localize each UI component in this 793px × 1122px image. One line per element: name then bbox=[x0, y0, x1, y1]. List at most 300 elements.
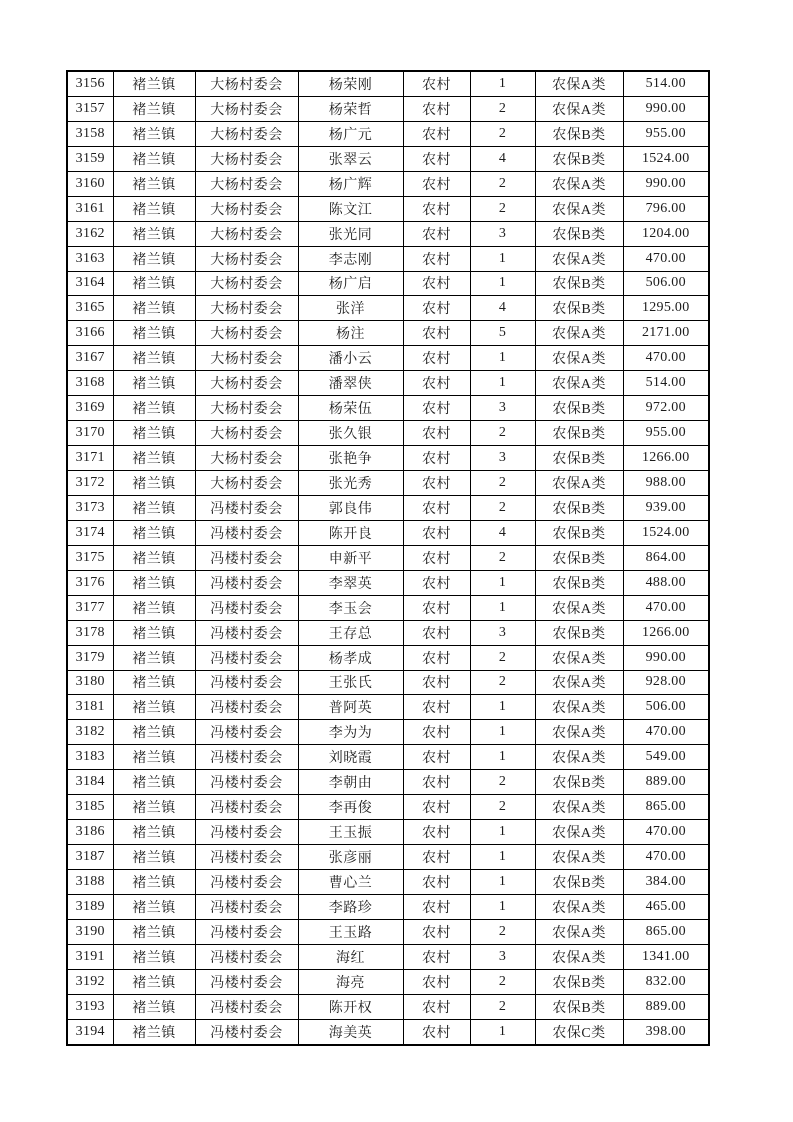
cell-amount: 939.00 bbox=[623, 495, 709, 520]
cell-residence: 农村 bbox=[403, 570, 470, 595]
cell-id: 3162 bbox=[67, 221, 113, 246]
cell-amount: 990.00 bbox=[623, 171, 709, 196]
cell-amount: 506.00 bbox=[623, 271, 709, 296]
cell-category: 农保A类 bbox=[535, 346, 623, 371]
cell-category: 农保A类 bbox=[535, 670, 623, 695]
cell-town: 褚兰镇 bbox=[113, 695, 195, 720]
cell-category: 农保A类 bbox=[535, 471, 623, 496]
cell-count: 2 bbox=[470, 96, 535, 121]
cell-village: 冯楼村委会 bbox=[195, 595, 298, 620]
cell-category: 农保A类 bbox=[535, 720, 623, 745]
cell-category: 农保A类 bbox=[535, 71, 623, 96]
cell-village: 大杨村委会 bbox=[195, 421, 298, 446]
cell-town: 褚兰镇 bbox=[113, 146, 195, 171]
cell-category: 农保B类 bbox=[535, 271, 623, 296]
table-row bbox=[67, 820, 709, 845]
cell-town: 褚兰镇 bbox=[113, 845, 195, 870]
cell-amount: 1524.00 bbox=[623, 520, 709, 545]
cell-name: 郭良伟 bbox=[298, 495, 403, 520]
cell-count: 2 bbox=[470, 545, 535, 570]
cell-town: 褚兰镇 bbox=[113, 371, 195, 396]
table-row bbox=[67, 520, 709, 545]
table-row bbox=[67, 595, 709, 620]
cell-residence: 农村 bbox=[403, 645, 470, 670]
cell-id: 3193 bbox=[67, 994, 113, 1019]
cell-town: 褚兰镇 bbox=[113, 121, 195, 146]
cell-name: 张光同 bbox=[298, 221, 403, 246]
cell-town: 褚兰镇 bbox=[113, 271, 195, 296]
cell-amount: 1524.00 bbox=[623, 146, 709, 171]
cell-name: 陈开权 bbox=[298, 994, 403, 1019]
payment-records-table bbox=[66, 70, 710, 1046]
cell-count: 3 bbox=[470, 620, 535, 645]
cell-name: 王存总 bbox=[298, 620, 403, 645]
cell-town: 褚兰镇 bbox=[113, 770, 195, 795]
cell-residence: 农村 bbox=[403, 446, 470, 471]
cell-id: 3175 bbox=[67, 545, 113, 570]
cell-amount: 506.00 bbox=[623, 695, 709, 720]
cell-count: 4 bbox=[470, 146, 535, 171]
cell-id: 3159 bbox=[67, 146, 113, 171]
cell-count: 2 bbox=[470, 795, 535, 820]
cell-village: 冯楼村委会 bbox=[195, 969, 298, 994]
cell-residence: 农村 bbox=[403, 121, 470, 146]
table-row bbox=[67, 770, 709, 795]
cell-id: 3168 bbox=[67, 371, 113, 396]
cell-village: 冯楼村委会 bbox=[195, 870, 298, 895]
cell-amount: 470.00 bbox=[623, 346, 709, 371]
cell-amount: 864.00 bbox=[623, 545, 709, 570]
cell-amount: 470.00 bbox=[623, 246, 709, 271]
table-row bbox=[67, 545, 709, 570]
table-row bbox=[67, 969, 709, 994]
table-row bbox=[67, 71, 709, 96]
cell-village: 冯楼村委会 bbox=[195, 795, 298, 820]
cell-count: 2 bbox=[470, 670, 535, 695]
cell-name: 张洋 bbox=[298, 296, 403, 321]
cell-name: 杨广启 bbox=[298, 271, 403, 296]
cell-amount: 1295.00 bbox=[623, 296, 709, 321]
cell-village: 冯楼村委会 bbox=[195, 495, 298, 520]
cell-amount: 955.00 bbox=[623, 421, 709, 446]
cell-town: 褚兰镇 bbox=[113, 820, 195, 845]
table-row bbox=[67, 346, 709, 371]
cell-village: 大杨村委会 bbox=[195, 271, 298, 296]
cell-name: 陈文江 bbox=[298, 196, 403, 221]
cell-count: 1 bbox=[470, 246, 535, 271]
cell-village: 大杨村委会 bbox=[195, 196, 298, 221]
cell-category: 农保B类 bbox=[535, 221, 623, 246]
cell-id: 3179 bbox=[67, 645, 113, 670]
table-row bbox=[67, 296, 709, 321]
cell-village: 冯楼村委会 bbox=[195, 745, 298, 770]
cell-id: 3189 bbox=[67, 894, 113, 919]
cell-amount: 398.00 bbox=[623, 1019, 709, 1044]
cell-name: 李朝由 bbox=[298, 770, 403, 795]
cell-town: 褚兰镇 bbox=[113, 545, 195, 570]
cell-category: 农保A类 bbox=[535, 745, 623, 770]
cell-name: 潘翠侠 bbox=[298, 371, 403, 396]
cell-village: 冯楼村委会 bbox=[195, 620, 298, 645]
cell-id: 3174 bbox=[67, 520, 113, 545]
cell-id: 3182 bbox=[67, 720, 113, 745]
cell-id: 3190 bbox=[67, 919, 113, 944]
cell-village: 冯楼村委会 bbox=[195, 520, 298, 545]
cell-category: 农保A类 bbox=[535, 944, 623, 969]
cell-id: 3191 bbox=[67, 944, 113, 969]
cell-town: 褚兰镇 bbox=[113, 645, 195, 670]
cell-residence: 农村 bbox=[403, 271, 470, 296]
cell-category: 农保B类 bbox=[535, 121, 623, 146]
cell-category: 农保A类 bbox=[535, 820, 623, 845]
table-row bbox=[67, 471, 709, 496]
cell-town: 褚兰镇 bbox=[113, 620, 195, 645]
cell-count: 2 bbox=[470, 121, 535, 146]
cell-town: 褚兰镇 bbox=[113, 321, 195, 346]
cell-category: 农保B类 bbox=[535, 446, 623, 471]
cell-count: 2 bbox=[470, 770, 535, 795]
cell-count: 1 bbox=[470, 745, 535, 770]
cell-name: 李志刚 bbox=[298, 246, 403, 271]
cell-id: 3158 bbox=[67, 121, 113, 146]
cell-residence: 农村 bbox=[403, 71, 470, 96]
cell-village: 大杨村委会 bbox=[195, 321, 298, 346]
cell-category: 农保B类 bbox=[535, 620, 623, 645]
cell-town: 褚兰镇 bbox=[113, 296, 195, 321]
cell-count: 1 bbox=[470, 595, 535, 620]
cell-name: 张久银 bbox=[298, 421, 403, 446]
cell-residence: 农村 bbox=[403, 396, 470, 421]
cell-town: 褚兰镇 bbox=[113, 570, 195, 595]
cell-town: 褚兰镇 bbox=[113, 994, 195, 1019]
cell-name: 王张氏 bbox=[298, 670, 403, 695]
cell-village: 冯楼村委会 bbox=[195, 944, 298, 969]
cell-id: 3181 bbox=[67, 695, 113, 720]
cell-id: 3156 bbox=[67, 71, 113, 96]
cell-id: 3188 bbox=[67, 870, 113, 895]
table-row bbox=[67, 570, 709, 595]
cell-residence: 农村 bbox=[403, 969, 470, 994]
cell-village: 冯楼村委会 bbox=[195, 820, 298, 845]
table-row bbox=[67, 221, 709, 246]
cell-town: 褚兰镇 bbox=[113, 870, 195, 895]
table-row bbox=[67, 196, 709, 221]
cell-category: 农保B类 bbox=[535, 770, 623, 795]
cell-town: 褚兰镇 bbox=[113, 1019, 195, 1044]
table-row bbox=[67, 146, 709, 171]
cell-category: 农保A类 bbox=[535, 695, 623, 720]
cell-count: 3 bbox=[470, 396, 535, 421]
cell-residence: 农村 bbox=[403, 870, 470, 895]
cell-category: 农保A类 bbox=[535, 845, 623, 870]
cell-amount: 865.00 bbox=[623, 795, 709, 820]
cell-name: 李玉会 bbox=[298, 595, 403, 620]
cell-category: 农保B类 bbox=[535, 421, 623, 446]
cell-village: 大杨村委会 bbox=[195, 71, 298, 96]
cell-id: 3187 bbox=[67, 845, 113, 870]
cell-name: 张彦丽 bbox=[298, 845, 403, 870]
cell-name: 张翠云 bbox=[298, 146, 403, 171]
cell-village: 大杨村委会 bbox=[195, 146, 298, 171]
cell-id: 3180 bbox=[67, 670, 113, 695]
cell-count: 1 bbox=[470, 870, 535, 895]
table-row bbox=[67, 795, 709, 820]
cell-village: 大杨村委会 bbox=[195, 471, 298, 496]
cell-name: 张光秀 bbox=[298, 471, 403, 496]
table-row bbox=[67, 994, 709, 1019]
cell-residence: 农村 bbox=[403, 321, 470, 346]
cell-amount: 470.00 bbox=[623, 845, 709, 870]
cell-category: 农保B类 bbox=[535, 520, 623, 545]
cell-amount: 972.00 bbox=[623, 396, 709, 421]
cell-category: 农保B类 bbox=[535, 146, 623, 171]
cell-id: 3192 bbox=[67, 969, 113, 994]
cell-id: 3160 bbox=[67, 171, 113, 196]
cell-name: 杨广元 bbox=[298, 121, 403, 146]
cell-amount: 1341.00 bbox=[623, 944, 709, 969]
cell-town: 褚兰镇 bbox=[113, 670, 195, 695]
cell-id: 3185 bbox=[67, 795, 113, 820]
cell-category: 农保B类 bbox=[535, 396, 623, 421]
cell-town: 褚兰镇 bbox=[113, 196, 195, 221]
cell-residence: 农村 bbox=[403, 96, 470, 121]
cell-id: 3161 bbox=[67, 196, 113, 221]
cell-residence: 农村 bbox=[403, 246, 470, 271]
cell-village: 大杨村委会 bbox=[195, 121, 298, 146]
cell-amount: 1204.00 bbox=[623, 221, 709, 246]
cell-amount: 928.00 bbox=[623, 670, 709, 695]
cell-village: 冯楼村委会 bbox=[195, 845, 298, 870]
cell-id: 3186 bbox=[67, 820, 113, 845]
cell-category: 农保A类 bbox=[535, 321, 623, 346]
cell-town: 褚兰镇 bbox=[113, 944, 195, 969]
cell-town: 褚兰镇 bbox=[113, 795, 195, 820]
cell-amount: 488.00 bbox=[623, 570, 709, 595]
cell-category: 农保A类 bbox=[535, 246, 623, 271]
cell-id: 3165 bbox=[67, 296, 113, 321]
cell-town: 褚兰镇 bbox=[113, 495, 195, 520]
cell-category: 农保C类 bbox=[535, 1019, 623, 1044]
cell-name: 杨荣伍 bbox=[298, 396, 403, 421]
cell-name: 李再俊 bbox=[298, 795, 403, 820]
cell-category: 农保B类 bbox=[535, 969, 623, 994]
table-row bbox=[67, 670, 709, 695]
cell-amount: 889.00 bbox=[623, 770, 709, 795]
table-row bbox=[67, 446, 709, 471]
cell-name: 海亮 bbox=[298, 969, 403, 994]
cell-name: 陈开良 bbox=[298, 520, 403, 545]
table-row bbox=[67, 620, 709, 645]
cell-count: 2 bbox=[470, 421, 535, 446]
cell-id: 3173 bbox=[67, 495, 113, 520]
cell-village: 大杨村委会 bbox=[195, 96, 298, 121]
cell-count: 1 bbox=[470, 71, 535, 96]
table-row bbox=[67, 720, 709, 745]
cell-town: 褚兰镇 bbox=[113, 171, 195, 196]
cell-count: 2 bbox=[470, 994, 535, 1019]
cell-count: 1 bbox=[470, 720, 535, 745]
cell-count: 3 bbox=[470, 221, 535, 246]
cell-amount: 988.00 bbox=[623, 471, 709, 496]
cell-name: 普阿英 bbox=[298, 695, 403, 720]
cell-category: 农保B类 bbox=[535, 994, 623, 1019]
cell-count: 3 bbox=[470, 446, 535, 471]
cell-residence: 农村 bbox=[403, 196, 470, 221]
cell-id: 3157 bbox=[67, 96, 113, 121]
cell-town: 褚兰镇 bbox=[113, 446, 195, 471]
cell-town: 褚兰镇 bbox=[113, 71, 195, 96]
cell-village: 冯楼村委会 bbox=[195, 894, 298, 919]
cell-village: 大杨村委会 bbox=[195, 446, 298, 471]
table-row bbox=[67, 371, 709, 396]
cell-residence: 农村 bbox=[403, 695, 470, 720]
cell-residence: 农村 bbox=[403, 495, 470, 520]
cell-count: 1 bbox=[470, 845, 535, 870]
cell-village: 大杨村委会 bbox=[195, 221, 298, 246]
cell-town: 褚兰镇 bbox=[113, 595, 195, 620]
cell-count: 1 bbox=[470, 570, 535, 595]
table-row bbox=[67, 944, 709, 969]
cell-count: 4 bbox=[470, 520, 535, 545]
cell-town: 褚兰镇 bbox=[113, 969, 195, 994]
cell-category: 农保A类 bbox=[535, 196, 623, 221]
cell-residence: 农村 bbox=[403, 371, 470, 396]
cell-id: 3170 bbox=[67, 421, 113, 446]
cell-residence: 农村 bbox=[403, 770, 470, 795]
table-row bbox=[67, 870, 709, 895]
table-row bbox=[67, 121, 709, 146]
cell-category: 农保A类 bbox=[535, 645, 623, 670]
cell-id: 3184 bbox=[67, 770, 113, 795]
cell-town: 褚兰镇 bbox=[113, 96, 195, 121]
cell-residence: 农村 bbox=[403, 421, 470, 446]
cell-residence: 农村 bbox=[403, 745, 470, 770]
cell-residence: 农村 bbox=[403, 545, 470, 570]
table-row bbox=[67, 396, 709, 421]
cell-residence: 农村 bbox=[403, 346, 470, 371]
cell-count: 1 bbox=[470, 371, 535, 396]
cell-id: 3176 bbox=[67, 570, 113, 595]
cell-category: 农保A类 bbox=[535, 919, 623, 944]
cell-count: 1 bbox=[470, 271, 535, 296]
table-row bbox=[67, 1019, 709, 1044]
cell-amount: 889.00 bbox=[623, 994, 709, 1019]
cell-name: 刘晓霞 bbox=[298, 745, 403, 770]
cell-residence: 农村 bbox=[403, 221, 470, 246]
cell-village: 冯楼村委会 bbox=[195, 919, 298, 944]
cell-amount: 990.00 bbox=[623, 645, 709, 670]
cell-town: 褚兰镇 bbox=[113, 221, 195, 246]
cell-name: 王玉路 bbox=[298, 919, 403, 944]
cell-category: 农保B类 bbox=[535, 570, 623, 595]
cell-amount: 990.00 bbox=[623, 96, 709, 121]
cell-id: 3177 bbox=[67, 595, 113, 620]
table-row bbox=[67, 845, 709, 870]
cell-amount: 514.00 bbox=[623, 71, 709, 96]
cell-amount: 465.00 bbox=[623, 894, 709, 919]
cell-village: 大杨村委会 bbox=[195, 396, 298, 421]
cell-residence: 农村 bbox=[403, 720, 470, 745]
table-row bbox=[67, 171, 709, 196]
cell-residence: 农村 bbox=[403, 1019, 470, 1044]
cell-id: 3194 bbox=[67, 1019, 113, 1044]
cell-village: 大杨村委会 bbox=[195, 246, 298, 271]
cell-residence: 农村 bbox=[403, 595, 470, 620]
cell-amount: 470.00 bbox=[623, 820, 709, 845]
cell-id: 3178 bbox=[67, 620, 113, 645]
cell-count: 3 bbox=[470, 944, 535, 969]
cell-id: 3163 bbox=[67, 246, 113, 271]
cell-category: 农保A类 bbox=[535, 96, 623, 121]
cell-name: 海美英 bbox=[298, 1019, 403, 1044]
cell-count: 1 bbox=[470, 695, 535, 720]
cell-id: 3183 bbox=[67, 745, 113, 770]
table-row bbox=[67, 745, 709, 770]
cell-category: 农保A类 bbox=[535, 795, 623, 820]
cell-village: 冯楼村委会 bbox=[195, 994, 298, 1019]
cell-residence: 农村 bbox=[403, 845, 470, 870]
table-row bbox=[67, 271, 709, 296]
cell-count: 2 bbox=[470, 919, 535, 944]
table-row bbox=[67, 96, 709, 121]
table-row bbox=[67, 894, 709, 919]
cell-name: 杨孝成 bbox=[298, 645, 403, 670]
cell-name: 申新平 bbox=[298, 545, 403, 570]
cell-residence: 农村 bbox=[403, 520, 470, 545]
cell-count: 2 bbox=[470, 969, 535, 994]
cell-residence: 农村 bbox=[403, 296, 470, 321]
cell-category: 农保A类 bbox=[535, 894, 623, 919]
cell-town: 褚兰镇 bbox=[113, 471, 195, 496]
cell-town: 褚兰镇 bbox=[113, 346, 195, 371]
cell-category: 农保B类 bbox=[535, 545, 623, 570]
cell-count: 2 bbox=[470, 471, 535, 496]
cell-amount: 549.00 bbox=[623, 745, 709, 770]
cell-amount: 1266.00 bbox=[623, 620, 709, 645]
cell-count: 2 bbox=[470, 196, 535, 221]
cell-amount: 832.00 bbox=[623, 969, 709, 994]
cell-village: 冯楼村委会 bbox=[195, 695, 298, 720]
cell-town: 褚兰镇 bbox=[113, 520, 195, 545]
cell-id: 3172 bbox=[67, 471, 113, 496]
cell-amount: 514.00 bbox=[623, 371, 709, 396]
cell-residence: 农村 bbox=[403, 171, 470, 196]
cell-town: 褚兰镇 bbox=[113, 919, 195, 944]
cell-village: 冯楼村委会 bbox=[195, 1019, 298, 1044]
cell-town: 褚兰镇 bbox=[113, 421, 195, 446]
cell-town: 褚兰镇 bbox=[113, 246, 195, 271]
cell-village: 大杨村委会 bbox=[195, 346, 298, 371]
cell-name: 杨注 bbox=[298, 321, 403, 346]
cell-name: 杨荣刚 bbox=[298, 71, 403, 96]
cell-residence: 农村 bbox=[403, 795, 470, 820]
cell-residence: 农村 bbox=[403, 620, 470, 645]
cell-name: 王玉振 bbox=[298, 820, 403, 845]
cell-village: 大杨村委会 bbox=[195, 296, 298, 321]
cell-id: 3171 bbox=[67, 446, 113, 471]
cell-name: 李为为 bbox=[298, 720, 403, 745]
table-row bbox=[67, 495, 709, 520]
cell-count: 2 bbox=[470, 645, 535, 670]
cell-name: 海红 bbox=[298, 944, 403, 969]
table-row bbox=[67, 919, 709, 944]
cell-amount: 384.00 bbox=[623, 870, 709, 895]
cell-id: 3169 bbox=[67, 396, 113, 421]
cell-village: 冯楼村委会 bbox=[195, 720, 298, 745]
table-row bbox=[67, 421, 709, 446]
cell-category: 农保B类 bbox=[535, 870, 623, 895]
cell-amount: 470.00 bbox=[623, 595, 709, 620]
